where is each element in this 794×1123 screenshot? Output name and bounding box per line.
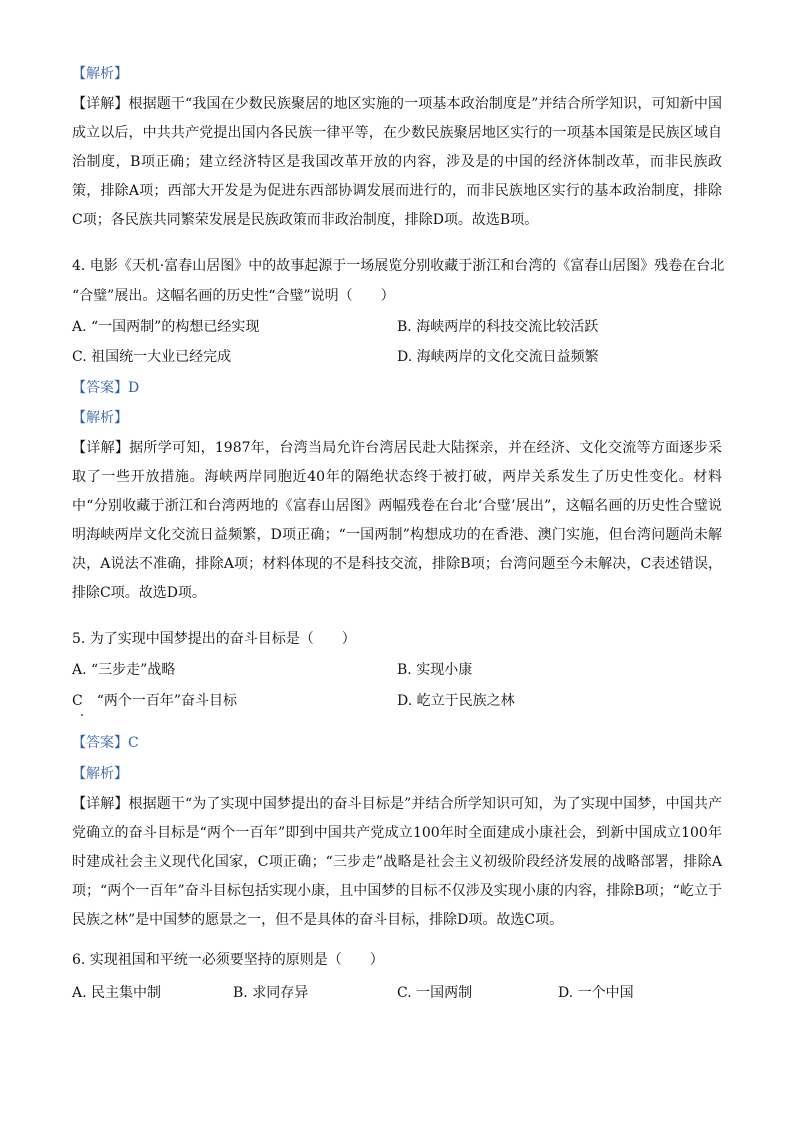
q3-analysis-tag: 【解析】 <box>72 66 128 82</box>
stray-dot <box>81 714 83 716</box>
q5-option-d: D. 屹立于民族之林 <box>397 693 515 709</box>
q4-stem-line2: “合璧”展出。这幅名画的历史性“合璧”说明（ ） <box>72 288 395 304</box>
q5-analysis-tag: 【解析】 <box>72 766 128 782</box>
q4-option-c: C. 祖国统一大业已经完成 <box>72 349 232 365</box>
q5-option-a: A. “三步走”战略 <box>72 662 176 678</box>
q6-option-a: A. 民主集中制 <box>72 985 162 1001</box>
q4-option-a: A. “一国两制”的构想已经实现 <box>72 319 260 335</box>
q6-option-c: C. 一国两制 <box>397 985 473 1001</box>
q4-detail: 【详解】据所学可知，1987年，台湾当局允许台湾居民赴大陆探亲，并在经济、文化交流等方面逐步采取了一些开放措施。海峡两岸同胞近40年的隔绝状态终于被打破，两岸关系发生了历史性变化。材料中“分别收藏于浙江和台湾两地的《富春山居图》两幅残卷在台北‘合璧’展出”，这幅名画的历史性合璧说明海峡两岸文化交流日益频繁，D项正确；“一国两制”构想成功的在香港、澳门实施，但台湾问题尚未解决，A说法不准确，排除A项；材料体现的不是科技交流，排除B项；台湾问题至今未解决，C表述错误，排除C项。故选D项。 <box>72 440 722 601</box>
q6-option-d: D. 一个中国 <box>558 985 634 1001</box>
q4-option-b: B. 海峡两岸的科技交流比较活跃 <box>397 319 599 335</box>
q5-stem: 5. 为了实现中国梦提出的奋斗目标是（ ） <box>72 631 356 647</box>
q5-detail: 【详解】根据题干“为了实现中国梦提出的奋斗目标是”并结合所学知识可知，为了实现中国梦，中国共产党确立的奋斗目标是“两个一百年”即到中国共产党成立100年时全面建成小康社会，到新中国成立100年时建成社会主义现代化国家，C项正确；“三步走”战略是社会主义初级阶段经济发展的战略部署，排除A项；“两个一百年”奋斗目标包括实现小康，且中国梦的目标不仅涉及实现小康的内容，排除B项；“屹立于民族之林”是中国梦的愿景之一，但不是具体的奋斗目标，排除D项。故选C项。 <box>72 796 722 928</box>
q6-stem: 6. 实现祖国和平统一必须要坚持的原则是（ ） <box>72 952 384 968</box>
q5-option-b: B. 实现小康 <box>397 662 473 678</box>
q5-option-c: C “两个一百年”奋斗目标 <box>72 693 238 709</box>
q4-option-d: D. 海峡两岸的文化交流日益频繁 <box>397 349 599 365</box>
q4-answer: 【答案】D <box>72 380 140 396</box>
q3-detail: 【详解】根据题干“我国在少数民族聚居的地区实施的一项基本政治制度是”并结合所学知识，可知新中国成立以后，中共共产党提出国内各民族一律平等，在少数民族聚居地区实行的一项基本国策是民族区域自治制度，B项正确；建立经济特区是我国改革开放的内容，涉及是的中国的经济体制改革，而非民族政策，排除A项；西部大开发是为促进东西部协调发展而进行的，而非民族地区实行的基本政治制度，排除C项；各民族共同繁荣发展是民族政策而非政治制度，排除D项。故选B项。 <box>72 96 722 228</box>
q5-answer: 【答案】C <box>72 735 139 751</box>
q4-stem-line1: 4. 电影《天机·富春山居图》中的故事起源于一场展览分别收藏于浙江和台湾的《富春山居图》残卷在台北 <box>72 258 725 274</box>
q4-analysis-tag: 【解析】 <box>72 410 128 426</box>
q6-option-b: B. 求同存异 <box>233 985 309 1001</box>
